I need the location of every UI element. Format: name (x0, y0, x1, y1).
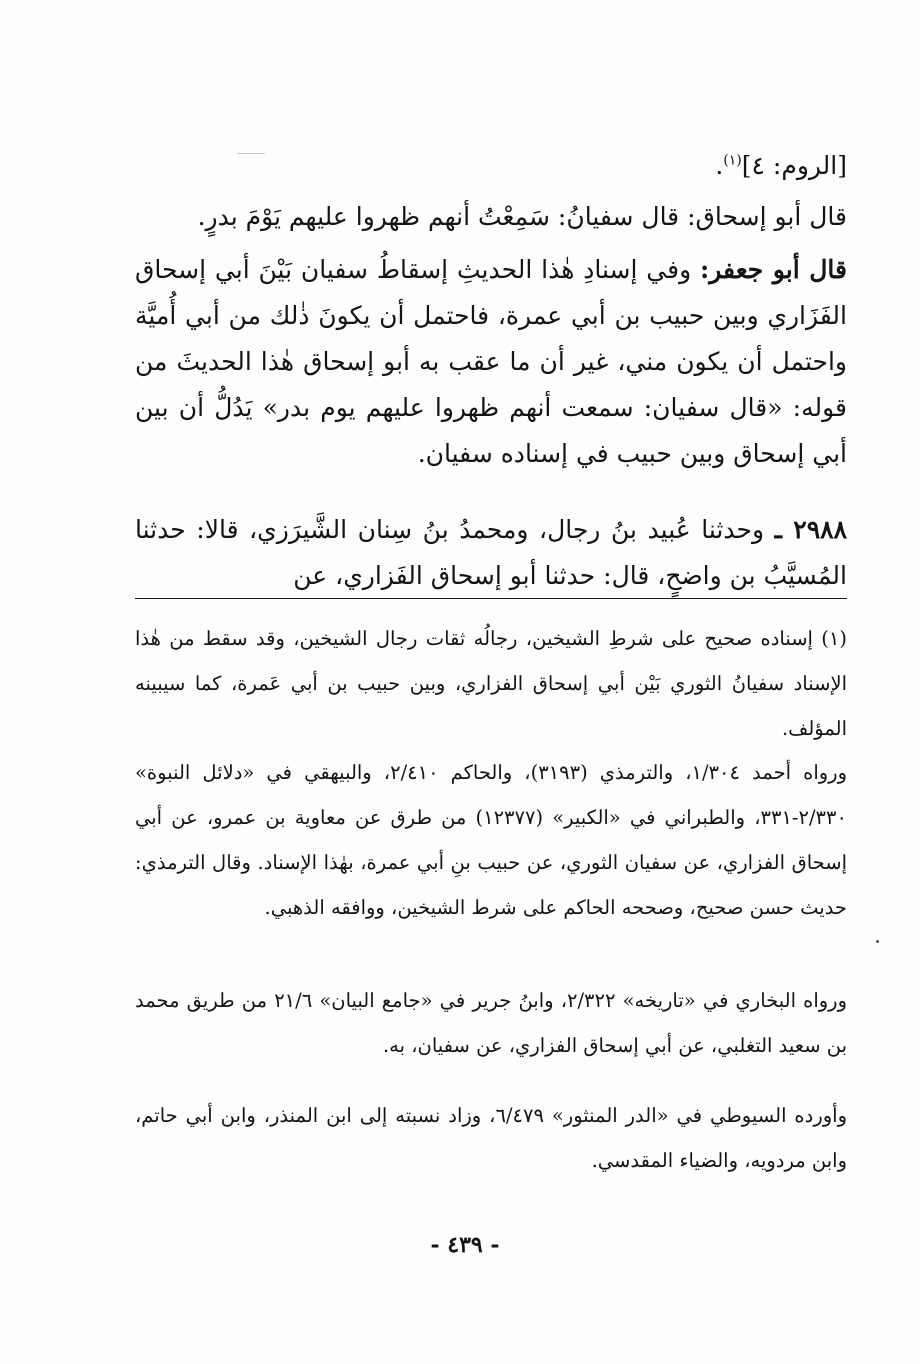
abu-ishaq-paragraph: قال أبو إسحاق: قال سفيانُ: سَمِعْتُ أنهم ظهروا عليهم يَوْمَ بدرٍ. (197, 202, 847, 231)
quran-reference-end: . (715, 151, 724, 180)
abu-jafar-paragraph (135, 247, 847, 477)
hadith-number: ٢٩٨٨ ـ (774, 515, 847, 544)
quran-reference-line (135, 143, 847, 189)
footnote-separator (135, 598, 847, 599)
footnote-paragraph-4: وأورده السيوطي في «الدر المنثور» ٦/٤٧٩، وزاد نسبته إلى ابن المنذر، وابن أبي حاتم، وابن مردويه، والضياء المقدسي. (135, 1104, 848, 1172)
footnote-marker: (١) (723, 152, 742, 169)
quran-reference: [الروم: ٤] (741, 151, 847, 180)
hadith-paragraph (135, 507, 847, 599)
footnote-paragraph-3: ورواه البخاري في «تاريخه» ٢/٣٢٢، وابنُ جرير في «جامع البيان» ٢١/٦ من طريق محمد بن سعيد التغلبي، عن أبي إسحاق الفزاري، عن سفيان، به. (135, 989, 848, 1057)
page-number: - ٤٣٩ - (430, 1232, 500, 1258)
footnote-paragraph-2: ورواه أحمد ١/٣٠٤، والترمذي (٣١٩٣)، والحاكم ٢/٤١٠، والبيهقي في «دلائل النبوة» ٢/٣٣٠-٣٣١، والطبراني في «الكبير» (١٢٣٧٧) من طرق عن معاوية بن عمرو، عن أبي إسحاق الفزاري، عن سفيان الثوري، عن حبيب بنِ أبي عمرة، بهٰذا الإسناد. وقال الترمذي: حديث حسن صحيح، وصححه الحاكم على شرط الشيخين، ووافقه الذهبي. (135, 761, 847, 919)
abu-jafar-label: قال أبو جعفر: (700, 255, 847, 284)
footnote-1: (١) إسناده صحيح على شرطِ الشيخين، رجالُه ثقات رجال الشيخين، وقد سقط من هٰذا الإسناد سفيانُ الثوري بَيْن أبي إسحاق الفزاري، وبين حبيب بن أبي عَمرة، كما سيبينه المؤلف. (135, 627, 847, 740)
abu-jafar-text: وفي إسنادِ هٰذا الحديثِ إسقاطُ سفيان بَيْنَ أبي إسحاق الفَزَاري وبين حبيب بن أبي عمرة، فاحتمل أن يكونَ ذٰلك من أبي أُميَّة واحتمل أن يكون مني، غير أن ما عقب به أبو إسحاق هٰذا الحديثَ من قوله: «قال سفيان: سمعت أنهم ظهروا عليهم يوم بدر» يَدُلُّ أن بين أبي إسحاق وبين حبيب في إسناده سفيان. (135, 255, 847, 468)
hadith-text: وحدثنا عُبيد بنُ رجال، ومحمدُ بنُ سِنان الشَّيرَزي، قالا: حدثنا المُسيَّبُ بن واضحٍ، قال: حدثنا أبو إسحاق الفَزاري، عن (135, 515, 847, 590)
speck (876, 940, 879, 943)
